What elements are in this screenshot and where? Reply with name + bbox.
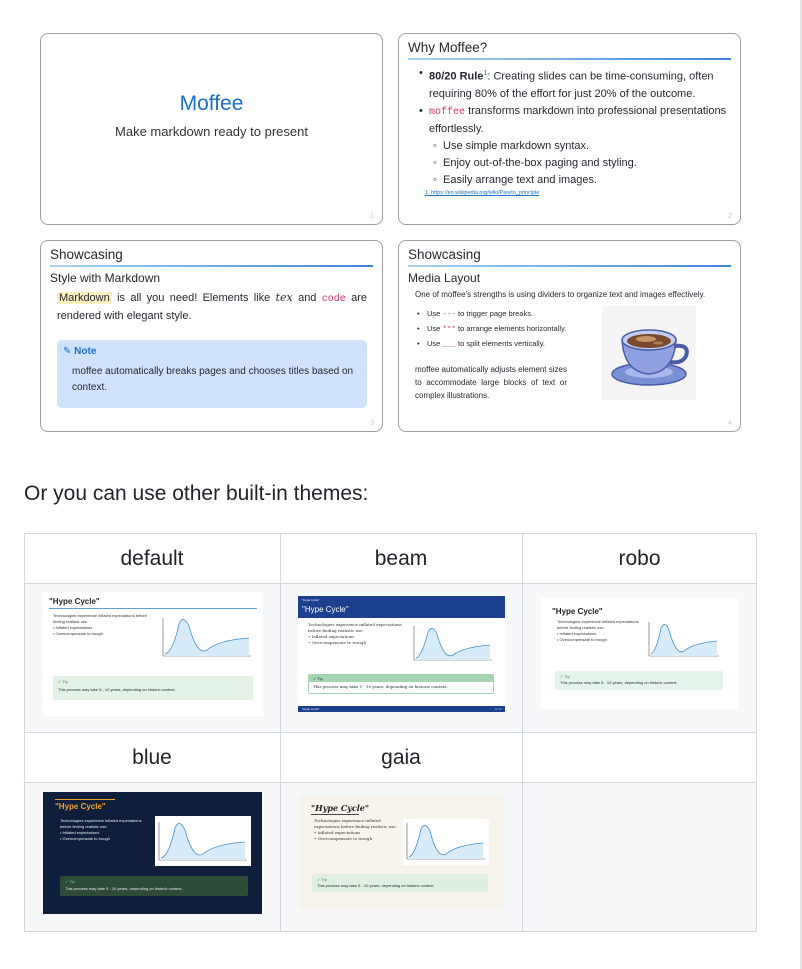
title-underline — [50, 265, 373, 267]
thumb-tip-label: ✓ Tip — [317, 877, 327, 882]
tex-text: tex — [275, 291, 293, 304]
slide-1-preview — [40, 33, 383, 225]
text-run: Use — [427, 324, 443, 333]
inline-code: ___ — [442, 341, 456, 349]
slide-3-preview — [40, 240, 383, 432]
thumb-text — [314, 818, 406, 842]
row-divider — [24, 583, 757, 584]
thumb-bullet: • Inflated expectations — [53, 625, 93, 630]
thumb-tip — [312, 874, 488, 892]
thumb-tip — [53, 676, 253, 700]
title-underline — [408, 265, 731, 267]
thumb-bullet-text: Overcompensate to trough — [55, 631, 103, 636]
thumb-tip-text: This process may take 5 - 10 years, depending on historic context. — [317, 883, 435, 888]
row-divider — [24, 782, 757, 783]
thumb-tip — [60, 876, 248, 896]
thumb-title: "Hype Cycle" — [552, 607, 603, 616]
thumb-bullet: • Overcompensate to trough — [314, 836, 373, 841]
col-divider — [522, 533, 523, 932]
coffee-cup-icon — [602, 306, 696, 400]
thumb-bullet-text: Inflated expectations — [62, 830, 100, 835]
bullet-item — [415, 322, 570, 337]
hype-cycle-chart — [410, 622, 496, 666]
bullet-text: : Creating slides can be time-consuming, often requiring 80% of the effort for just 20% of the outcome. — [429, 70, 714, 100]
sub-list — [417, 138, 728, 189]
bullet-item — [417, 65, 728, 103]
theme-header-blue: blue — [132, 746, 172, 769]
theme-thumbnail-blue — [43, 792, 262, 914]
sub-bullet: ◦ Use simple markdown syntax. — [431, 138, 728, 155]
hype-curve-icon — [410, 622, 496, 666]
sub-bullet: ◦ Easily arrange text and images. — [431, 172, 728, 189]
page-number: 3 — [370, 420, 374, 427]
thumb-underline — [311, 814, 359, 815]
hype-cycle-chart — [403, 819, 489, 865]
thumb-title: "Hype Cycle" — [302, 605, 349, 614]
thumb-tip-text: This process may take 5 - 10 years, depending on historic context. — [313, 684, 448, 689]
text-run: are rendered with elegant style. — [57, 292, 368, 322]
thumb-tip-text: This process may take 5 - 10 years, depending on historic context. — [58, 687, 176, 692]
thumb-paragraph: Technologies experience inflated expectations before finding realistic use. — [308, 622, 402, 633]
pencil-icon: ✎ — [63, 346, 72, 357]
thumb-bullet: • Inflated expectations — [314, 830, 361, 835]
thumb-paragraph: Technologies experience inflated expectations before finding realistic use. — [60, 818, 142, 829]
thumb-underline — [55, 799, 115, 800]
thumb-tip — [555, 671, 723, 690]
coffee-cup-image — [602, 306, 696, 400]
thumb-bullet-text: Overcompensate to trough — [559, 637, 607, 642]
thumb-bullet-text: Inflated expectations — [559, 631, 597, 636]
slide-subtitle: Style with Markdown — [50, 271, 161, 285]
note-label: Note — [74, 346, 97, 357]
beam-footer-right: 1 / 1 — [495, 707, 501, 711]
hype-cycle-chart — [159, 612, 255, 662]
thumb-title: "Hype Cycle" — [311, 803, 370, 813]
inline-code: *** — [442, 326, 456, 334]
thumb-paragraph: Technologies experience inflated expectations before finding realistic use. — [557, 619, 639, 630]
tip-label: Tip — [317, 676, 323, 681]
page-number: 4 — [728, 420, 732, 427]
beam-header-text: "Hype Cycle" — [302, 598, 320, 602]
thumb-paragraph: Technologies experience inflated expectations before finding realistic use. — [53, 613, 148, 624]
theme-thumbnail-default — [43, 592, 263, 716]
theme-thumbnail-beam — [298, 596, 505, 712]
thumb-tip-label: ✓ Tip — [560, 674, 570, 679]
slide-title: Showcasing — [50, 247, 123, 262]
beam-footer-left: "Hype Cycle" — [302, 707, 320, 711]
highlighted-text: Markdown — [59, 292, 110, 304]
thumb-text — [60, 818, 152, 842]
note-header — [63, 346, 96, 357]
thumb-tip-label: ✓ Tip — [309, 675, 493, 682]
thumb-tip-label: ✓ Tip — [65, 879, 75, 884]
thumb-bullet-text: Inflated expectations — [55, 625, 93, 630]
thumb-underline — [49, 608, 257, 609]
theme-header-default: default — [120, 547, 184, 570]
bullet-text: transforms markdown into professional presentations effortlessly. — [429, 104, 727, 135]
hype-curve-icon — [159, 612, 255, 662]
page-number: 1 — [370, 213, 374, 220]
theme-thumbnail-robo — [541, 598, 738, 709]
thumb-bullet: • Overcompensate to trough — [53, 631, 103, 636]
slide-title: Showcasing — [408, 247, 481, 262]
inline-code: code — [321, 294, 346, 305]
theme-header-beam: beam — [374, 547, 428, 570]
col-divider — [280, 533, 281, 932]
inline-code: --- — [442, 311, 456, 319]
thumb-bullet-text: Overcompensate to trough — [317, 836, 373, 841]
themes-heading: Or you can use other built-in themes: — [24, 482, 369, 505]
thumb-bullet: • Inflated expectations — [557, 631, 597, 636]
thumb-bullet-text: Inflated expectations — [317, 830, 361, 835]
sub-bullet: ◦ Enjoy out-of-the-box paging and styling. — [431, 155, 728, 172]
text-run: and — [292, 292, 322, 304]
note-text: moffee automatically breaks pages and chooses titles based on context. — [72, 366, 354, 393]
bullet-item — [417, 103, 728, 138]
paragraph — [57, 289, 367, 325]
thumb-paragraph: Technologies experience inflated expectations before finding realistic use. — [314, 818, 397, 829]
thumb-text — [308, 622, 408, 646]
hype-cycle-chart — [645, 618, 723, 662]
thumb-bullet: • Inflated expectations — [60, 830, 100, 835]
page-number: 2 — [728, 213, 732, 220]
thumb-title: "Hype Cycle" — [49, 597, 100, 606]
thumb-bullet: • Inflated expectations — [308, 634, 355, 639]
text-run: to trigger page breaks. — [455, 309, 534, 318]
text-run: Use — [427, 339, 443, 348]
title-underline — [408, 58, 731, 60]
theme-header-robo: robo — [618, 547, 661, 570]
bullet-item — [415, 307, 570, 322]
thumb-text — [53, 613, 153, 637]
thumb-bullet: • Overcompensate to trough — [557, 637, 607, 642]
thumb-tip — [308, 674, 494, 694]
tip-label: Tip — [321, 877, 327, 882]
bullet-item — [415, 337, 570, 352]
hype-curve-icon — [645, 618, 723, 662]
slide-2-preview — [398, 33, 741, 225]
intro-text: One of moffee's strengths is using dividers to organize text and images effectively. — [415, 290, 706, 299]
footnote-link[interactable]: 1. https://en.wikipedia.org/wiki/Pareto_principle — [425, 190, 540, 196]
hype-curve-icon — [403, 819, 489, 865]
beam-header-bar — [298, 596, 505, 618]
thumb-bullet-text: Overcompensate to trough — [62, 836, 110, 841]
bold-text: 80/20 Rule — [429, 70, 484, 83]
tip-label: Tip — [564, 674, 570, 679]
slide-title: Why Moffee? — [408, 40, 488, 55]
inline-code: moffee — [429, 106, 466, 118]
footnote-ref[interactable]: 1 — [483, 70, 488, 77]
thumb-tip-label: ✓ Tip — [58, 679, 68, 684]
row-divider — [24, 732, 757, 733]
thumb-tip-text: This process may take 5 - 10 years, depending on historic context. — [65, 886, 183, 891]
thumb-title: "Hype Cycle" — [55, 802, 106, 811]
text-run: to split elements vertically. — [455, 339, 545, 348]
thumb-bullet-text: Overcompensate to trough — [311, 640, 367, 645]
thumb-bullet-text: Inflated expectations — [311, 634, 355, 639]
theme-header-gaia: gaia — [381, 746, 421, 769]
beam-footer-bar — [298, 706, 505, 712]
thumb-bullet: • Overcompensate to trough — [60, 836, 110, 841]
thumb-tip-text: This process may take 5 - 10 years, depending on historic context. — [560, 680, 678, 685]
thumb-bullet: • Overcompensate to trough — [308, 640, 367, 645]
hype-curve-icon — [155, 816, 251, 866]
text-run: Use — [427, 309, 443, 318]
slide-title: Moffee — [179, 92, 244, 115]
thumb-text — [557, 619, 645, 643]
paragraph: moffee automatically adjusts element sizes to accommodate large blocks of text or complex illustrations. — [415, 365, 567, 400]
hype-cycle-chart — [155, 816, 251, 866]
theme-thumbnail-gaia — [299, 795, 503, 910]
text-run: is all you need! Elements like — [111, 292, 276, 304]
tip-label: Tip — [69, 879, 75, 884]
note-callout — [57, 340, 367, 408]
slide-4-preview — [398, 240, 741, 432]
text-run: to arrange elements horizontally. — [455, 324, 567, 333]
tip-label: Tip — [62, 679, 68, 684]
slide-subtitle: Media Layout — [408, 271, 481, 285]
slide-subtitle: Make markdown ready to present — [115, 124, 308, 139]
